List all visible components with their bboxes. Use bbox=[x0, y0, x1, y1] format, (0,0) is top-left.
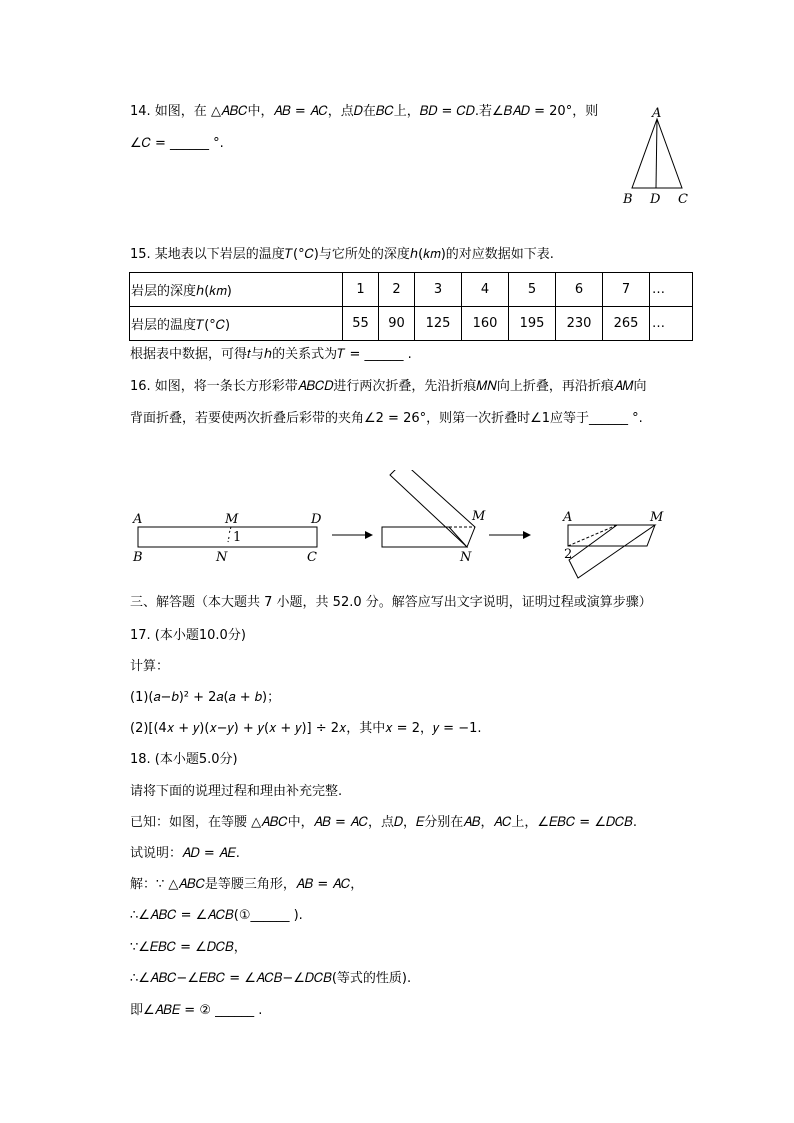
ribbon-rect bbox=[138, 527, 317, 547]
label-M3: M bbox=[650, 510, 664, 525]
q18-line6: ∵∠𝐸𝐵𝐶 = ∠𝐷𝐶𝐵， bbox=[130, 940, 247, 955]
table-cell: 1 bbox=[343, 273, 379, 307]
table-cell: 6 bbox=[556, 273, 603, 307]
ribbon-folded-first bbox=[382, 527, 467, 547]
table-row bbox=[130, 273, 693, 307]
label-angle-2: 2 bbox=[564, 547, 573, 562]
q14-line1: 14. 如图，在 △𝐴𝐵𝐶中，𝐴𝐵 = 𝐴𝐶，点𝐷在𝐵𝐶上，𝐵𝐷 = 𝐶𝐷.若∠𝐵𝐴𝐷 = 20°，则 bbox=[130, 104, 599, 119]
q17-part1: (1)(𝑎−𝑏)² + 2𝑎(𝑎 + 𝑏)； bbox=[130, 690, 281, 705]
q17-heading: 17. (本小题10.0分) bbox=[130, 628, 246, 643]
q14-label-C: C bbox=[678, 192, 688, 207]
label-D: D bbox=[311, 512, 322, 527]
q18-line8: 即∠𝐴𝐵𝐸 = ② ______ . bbox=[130, 1003, 263, 1018]
ribbon-flap bbox=[390, 470, 475, 547]
table-cell: 2 bbox=[379, 273, 415, 307]
temperature-label: 岩层的温度𝑇(°𝐶) bbox=[130, 307, 343, 341]
q18-line4: 解：∵ △𝐴𝐵𝐶是等腰三角形，𝐴𝐵 = 𝐴𝐶， bbox=[130, 877, 364, 892]
q16-line1: 16. 如图，将一条长方形彩带𝐴𝐵𝐶𝐷进行两次折叠，先沿折痕𝑀𝑁向上折叠，再沿折痕𝐴𝑀向 bbox=[130, 379, 647, 394]
q18-line7: ∴∠𝐴𝐵𝐶−∠𝐸𝐵𝐶 = ∠𝐴𝐶𝐵−∠𝐷𝐶𝐵(等式的性质). bbox=[130, 971, 412, 986]
q15-intro: 15. 某地表以下岩层的温度𝑇(°𝐶)与它所处的深度ℎ(𝑘𝑚)的对应数据如下表. bbox=[130, 247, 554, 262]
table-cell: 230 bbox=[556, 307, 603, 341]
q14-line2: ∠𝐶 = ______ °. bbox=[130, 136, 224, 151]
depth-label: 岩层的深度ℎ(𝑘𝑚) bbox=[130, 273, 343, 307]
q18-line3: 试说明：𝐴𝐷 = 𝐴𝐸. bbox=[130, 846, 240, 861]
arrow-right-icon bbox=[365, 531, 373, 539]
table-cell: 265 bbox=[603, 307, 650, 341]
q18-heading: 18. (本小题5.0分) bbox=[130, 752, 238, 767]
label-C: C bbox=[307, 550, 317, 565]
table-cell: 4 bbox=[462, 273, 509, 307]
q17-part2: (2)[(4𝑥 + 𝑦)(𝑥−𝑦) + 𝑦(𝑥 + 𝑦)] ÷ 2𝑥，其中𝑥 = 2，𝑦 = −1. bbox=[130, 721, 482, 736]
label-N: N bbox=[216, 550, 228, 565]
fold-line-mn bbox=[228, 527, 231, 542]
q14-label-D: D bbox=[650, 192, 661, 207]
table-cell: … bbox=[650, 273, 693, 307]
table-cell: 195 bbox=[509, 307, 556, 341]
table-cell: 3 bbox=[415, 273, 462, 307]
q17-calc: 计算： bbox=[130, 659, 170, 674]
q18-line1: 请将下面的说理过程和理由补充完整. bbox=[130, 784, 343, 799]
q14-triangle-figure bbox=[615, 104, 705, 210]
table-cell: 160 bbox=[462, 307, 509, 341]
arrow-right-icon bbox=[523, 531, 531, 539]
table-cell: 55 bbox=[343, 307, 379, 341]
q16-fold-figure bbox=[125, 470, 705, 585]
label-M2: M bbox=[472, 509, 486, 524]
table-cell: 7 bbox=[603, 273, 650, 307]
q14-label-B: B bbox=[623, 192, 633, 207]
label-A3: A bbox=[563, 510, 573, 525]
q14-label-A: A bbox=[652, 106, 662, 121]
label-angle-1: 1 bbox=[233, 530, 242, 545]
q16-line2: 背面折叠，若要使两次折叠后彩带的夹角∠2 = 26°，则第一次折叠时∠1应等于______ °. bbox=[130, 411, 643, 426]
label-M: M bbox=[225, 512, 239, 527]
ribbon-back-flap bbox=[569, 525, 655, 578]
ribbon-folded-second bbox=[568, 525, 655, 546]
q18-line5: ∴∠𝐴𝐵𝐶 = ∠𝐴𝐶𝐵(①______ ). bbox=[130, 908, 303, 923]
table-cell: 5 bbox=[509, 273, 556, 307]
label-N2: N bbox=[460, 550, 472, 565]
table-cell: 90 bbox=[379, 307, 415, 341]
q18-line2: 已知：如图，在等腰 △𝐴𝐵𝐶中，𝐴𝐵 = 𝐴𝐶，点𝐷，𝐸分别在𝐴𝐵，𝐴𝐶上，∠𝐸𝐵𝐶 = ∠𝐷𝐶𝐵. bbox=[130, 815, 638, 830]
table-cell: … bbox=[650, 307, 693, 341]
label-A: A bbox=[133, 512, 143, 527]
section3-heading: 三、解答题（本大题共 7 小题，共 52.0 分。解答应写出文字说明，证明过程或演算步骤） bbox=[130, 595, 652, 610]
table-cell: 125 bbox=[415, 307, 462, 341]
q15-after: 根据表中数据，可得𝑡与ℎ的关系式为𝑇 = ______ . bbox=[130, 347, 412, 362]
q15-data-table bbox=[129, 272, 693, 341]
table-row bbox=[130, 307, 693, 341]
label-B: B bbox=[133, 550, 143, 565]
